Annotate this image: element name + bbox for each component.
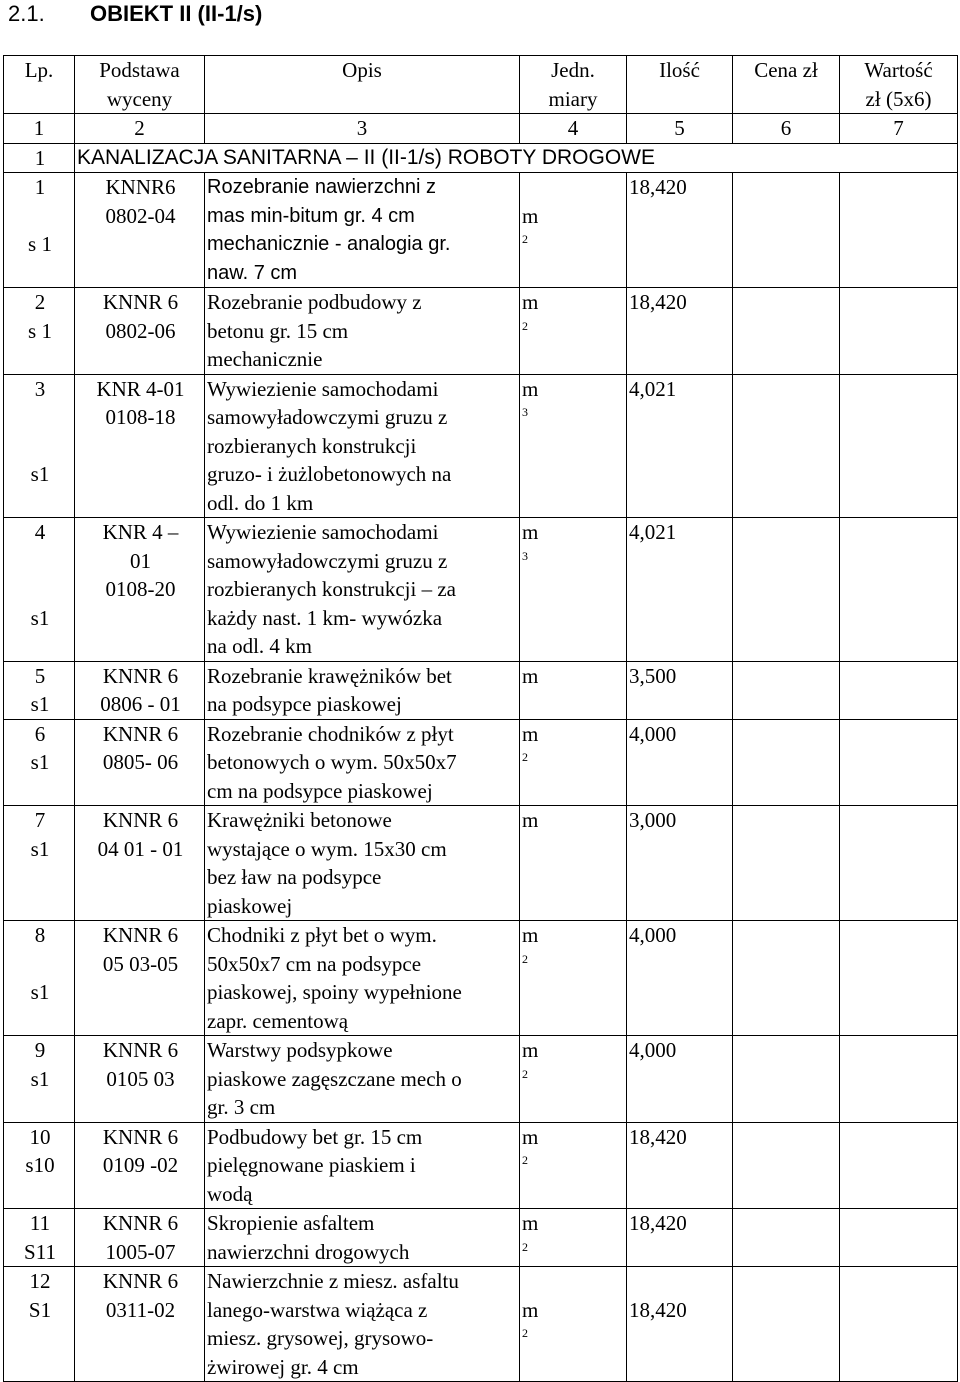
row-quantity [627,173,733,288]
row-lp-line: 3 [34,376,46,401]
row-quantity [627,1209,733,1267]
row-description-line: Podbudowy bet gr. 15 cm [207,1124,423,1149]
row-lp [4,288,75,375]
row-unit-value [522,806,626,835]
row-value [840,173,958,288]
row-value [840,1209,958,1267]
table-row [4,173,958,288]
header-unit-line2: miary [548,86,598,111]
row-quantity-value: 4,000 [629,923,677,947]
row-base-line: KNNR 6 [102,808,179,832]
row-base-line: 0802-04 [105,203,176,228]
row-description [205,661,520,719]
row-base-line: 1005-07 [105,1239,176,1264]
row-unit-symbol: m [522,923,539,947]
row-price [733,806,840,921]
row-quantity-value: 18,420 [629,1297,687,1322]
row-base [75,173,205,288]
row-unit-symbol: m [522,721,539,746]
row-lp-line [6,202,74,231]
row-unit-symbol: m [522,1038,539,1062]
row-base [75,719,205,806]
row-lp-line: s1 [30,750,50,774]
row-description-line: zapr. cementową [207,1008,349,1033]
row-lp-line: s 1 [28,232,52,256]
row-value [840,1122,958,1209]
row-description-line: samowyładowczymi gruzu z [207,405,448,429]
row-description [205,173,520,288]
heading-number: 2.1. [8,1,45,26]
row-unit-value [522,375,626,432]
row-unit [520,719,627,806]
row-value [840,374,958,518]
row-lp [4,921,75,1036]
row-lp-line: 12 [29,1269,51,1293]
row-base-line: KNNR 6 [102,721,179,746]
table-row [4,1209,958,1267]
row-lp [4,1122,75,1209]
row-description-line: samowyładowczymi gruzu z [207,548,448,573]
row-lp [4,806,75,921]
row-base-line: 0109 -02 [102,1153,179,1177]
col-number: 7 [840,114,958,144]
row-value [840,1036,958,1123]
row-base-line: KNNR 6 [102,1211,179,1235]
row-quantity [627,1036,733,1123]
row-description-line: Wywiezienie samochodami [207,520,439,544]
row-description-line: Skropienie asfaltem [207,1211,375,1235]
row-value [840,719,958,806]
row-description-line: piaskowe zagęszczane mech o [207,1066,462,1091]
row-unit-value [522,518,626,575]
row-base [75,806,205,921]
row-quantity [627,518,733,662]
row-description-line: Wywiezienie samochodami [207,376,439,401]
row-base-line: KNNR 6 [102,663,179,688]
table-row [4,921,958,1036]
row-base-line: KNR 4 – [102,520,179,544]
row-lp-line: 7 [34,808,46,832]
row-value [840,518,958,662]
row-description-line: Rozebranie nawierzchni z [207,176,437,198]
row-lp [4,173,75,288]
row-quantity-value: 4,000 [629,721,677,746]
row-unit [520,1209,627,1267]
row-price [733,921,840,1036]
header-qty: Ilość [627,56,733,114]
row-unit-value [522,1209,626,1266]
row-unit-exponent: 2 [522,750,528,764]
column-number-row [4,114,958,144]
section-row [4,143,958,173]
row-quantity [627,1122,733,1209]
row-unit-symbol: m [522,663,539,688]
row-quantity-value: 18,420 [629,175,687,199]
row-base-line: 0806 - 01 [100,692,181,716]
row-lp-line [6,950,74,979]
row-base-line: 0108-20 [105,577,176,601]
row-quantity-value: 18,420 [629,1124,687,1149]
row-description-line: mechanicznie [207,347,323,371]
row-base-line: KNNR 6 [102,290,179,314]
row-description-line: betonu gr. 15 cm [207,318,349,343]
row-unit [520,288,627,375]
row-unit-value [522,1123,626,1180]
row-description-line: miesz. grysowej, grysowo- [207,1326,434,1350]
header-value [840,56,958,114]
cost-estimate-table [3,55,958,1382]
row-description-line: wodą [207,1181,253,1206]
row-description-line: cm na podsypce piaskowej [207,778,433,803]
row-unit-symbol: m [522,1297,539,1322]
row-price [733,1122,840,1209]
heading-title: OBIEKT II (II-1/s) [90,1,263,26]
row-base [75,374,205,518]
row-unit [520,173,627,288]
row-value [840,921,958,1036]
row-base-line: KNNR 6 [102,1124,179,1149]
row-lp-line [6,432,74,461]
row-description-line: Rozebranie krawężników bet [207,663,452,688]
row-description-line: każdy nast. 1 km- wywózka [207,605,443,630]
row-unit [520,1122,627,1209]
row-lp-line: s1 [30,980,50,1004]
row-description [205,374,520,518]
row-description-line: mas min-bitum gr. 4 cm [207,204,415,227]
row-unit [520,806,627,921]
row-base-line: 04 01 - 01 [97,836,184,861]
row-base [75,661,205,719]
row-unit-symbol: m [522,290,539,314]
row-description [205,288,520,375]
row-base [75,1267,205,1382]
row-base-line: 0311-02 [105,1297,176,1322]
row-description-line: piaskowej [207,893,293,918]
row-unit-value [522,288,626,345]
row-price [733,518,840,662]
row-quantity [627,719,733,806]
row-unit-value [522,720,626,777]
row-lp-line: 2 [34,290,46,314]
row-description-line: mechanicznie - analogia gr. [207,233,451,255]
row-base [75,1122,205,1209]
row-description-line: Chodniki z płyt bet o wym. [207,923,437,947]
row-description-line: Nawierzchnie z miesz. asfaltu [207,1269,459,1293]
table-row [4,1267,958,1382]
row-base [75,1209,205,1267]
row-unit-exponent: 3 [522,548,528,563]
row-description-line: wystające o wym. 15x30 cm [207,836,447,861]
row-description-line: Warstwy podsypkowe [207,1038,393,1062]
row-lp-line: s10 [25,1153,55,1177]
row-unit-exponent: 3 [522,405,528,419]
row-lp [4,374,75,518]
header-unit [520,56,627,114]
row-lp-line: 4 [34,520,46,544]
row-base-line: 05 03-05 [102,951,179,976]
row-unit-exponent: 2 [522,232,528,246]
row-unit-value [522,662,626,691]
row-price [733,288,840,375]
row-unit-symbol: m [522,808,539,832]
row-lp-line: s1 [30,836,50,861]
row-description [205,806,520,921]
row-base-line: KNNR 6 [102,923,179,947]
row-value [840,288,958,375]
row-base-line: KNNR6 [105,175,176,199]
row-unit [520,518,627,662]
row-description-line: na odl. 4 km [207,634,312,658]
table-row [4,374,958,518]
row-price [733,719,840,806]
col-number: 5 [627,114,733,144]
col-number: 6 [733,114,840,144]
row-lp-line: 6 [34,721,46,746]
row-unit-exponent: 2 [522,1239,528,1254]
row-price [733,1036,840,1123]
row-unit [520,1036,627,1123]
row-quantity [627,1267,733,1382]
table-row [4,806,958,921]
row-description-line: rozbieranych konstrukcji – za [207,577,456,601]
row-base-line: 0105 03 [106,1066,175,1091]
row-base-line: 0802-06 [105,318,176,343]
row-base-line: KNNR 6 [102,1038,179,1062]
row-value [840,661,958,719]
row-lp-line: s1 [30,605,50,630]
row-quantity [627,288,733,375]
row-base [75,1036,205,1123]
row-unit-symbol: m [522,1211,539,1235]
row-lp-line: s1 [30,692,50,716]
header-row [4,56,958,114]
row-lp-line [6,547,74,576]
row-description-line: pielęgnowane piaskiem i [207,1153,416,1177]
row-price [733,1209,840,1267]
row-unit-symbol: m [522,520,539,544]
row-unit-symbol: m [522,376,539,401]
row-lp-line: s1 [30,462,50,486]
row-quantity [627,374,733,518]
row-quantity-value: 4,021 [629,520,677,544]
row-description [205,1122,520,1209]
section-title: KANALIZACJA SANITARNA – II (II-1/s) ROBOTY DROGOWE [75,143,958,173]
row-unit-symbol: m [522,1124,539,1149]
row-unit-value [522,921,626,978]
header-value-line1: Wartość [864,58,933,82]
row-lp-line: 1 [34,175,46,199]
row-unit-exponent: 2 [522,318,528,333]
header-base-line2: wyceny [106,86,173,111]
row-description-line: betonowych o wym. 50x50x7 [207,750,457,774]
row-value [840,806,958,921]
row-description-line: na podsypce piaskowej [207,692,402,716]
row-quantity-value: 4,000 [629,1038,677,1062]
row-lp-line: S11 [24,1239,56,1264]
row-unit-exponent: 2 [522,1326,528,1340]
row-lp [4,661,75,719]
row-lp-line: s1 [30,1066,50,1091]
row-description-line: gr. 3 cm [207,1095,276,1119]
row-description-line: Rozebranie podbudowy z [207,290,422,314]
row-unit-value [522,1296,626,1353]
row-description-line: lanego-warstwa wiążąca z [207,1297,428,1322]
row-lp-line: 5 [34,663,46,688]
row-quantity-value: 18,420 [629,290,687,314]
row-base-line: KNR 4-01 [96,376,185,401]
row-lp [4,1209,75,1267]
row-quantity [627,806,733,921]
row-description [205,719,520,806]
row-unit [520,921,627,1036]
table-row [4,288,958,375]
row-lp [4,1036,75,1123]
row-description-line: żwirowej gr. 4 cm [207,1354,359,1379]
row-lp [4,518,75,662]
table-row [4,1036,958,1123]
row-lp [4,1267,75,1382]
row-quantity-value: 3,000 [629,808,677,832]
table-row [4,661,958,719]
row-lp-line: 8 [34,923,46,947]
row-lp [4,719,75,806]
col-number: 3 [205,114,520,144]
row-quantity [627,921,733,1036]
row-description-line: gruzo- i żużlobetonowych na [207,462,452,486]
table-row [4,1122,958,1209]
row-quantity-value: 18,420 [629,1211,687,1235]
row-unit [520,374,627,518]
col-number: 1 [4,114,75,144]
row-base-line: 01 [130,548,151,573]
row-unit-value [522,202,626,259]
row-base-line: 0805- 06 [102,750,179,774]
row-description [205,518,520,662]
row-description [205,1036,520,1123]
header-desc: Opis [205,56,520,114]
row-lp-line: s 1 [28,318,52,343]
row-unit-symbol: m [522,203,539,228]
row-lp-line: 11 [29,1211,51,1235]
col-number: 4 [520,114,627,144]
row-description-line: Krawężniki betonowe [207,808,392,832]
col-number: 2 [75,114,205,144]
row-price [733,374,840,518]
row-description-line: bez ław na podsypce [207,865,382,889]
row-price [733,173,840,288]
header-value-line2: zł (5x6) [865,86,932,111]
row-lp-line: S1 [28,1297,52,1322]
row-lp-line: 10 [29,1124,51,1149]
row-price [733,1267,840,1382]
row-quantity-value: 4,021 [629,376,677,401]
header-price: Cena zł [733,56,840,114]
row-unit-value [522,1036,626,1093]
row-lp-line [6,403,74,432]
row-description-line: odl. do 1 km [207,490,314,515]
row-quantity [627,661,733,719]
row-description-line: Rozebranie chodników z płyt [207,721,454,746]
row-base [75,288,205,375]
row-unit-exponent: 2 [522,951,528,966]
header-base [75,56,205,114]
row-lp-line: 9 [34,1038,46,1062]
row-description-line: rozbieranych konstrukcji [207,433,417,458]
row-base-line: KNNR 6 [102,1269,179,1293]
header-base-line1: Podstawa [99,58,180,82]
row-description [205,921,520,1036]
row-base [75,518,205,662]
row-description-line: piaskowej, spoiny wypełnione [207,980,462,1004]
section-lp: 1 [4,143,75,173]
row-price [733,661,840,719]
row-description-line: nawierzchni drogowych [207,1239,410,1264]
row-unit-exponent: 2 [522,1153,528,1167]
row-description-line: naw. 7 cm [207,261,298,284]
header-lp: Lp. [4,56,75,114]
row-base [75,921,205,1036]
row-lp-line [6,575,74,604]
row-base-line: 0108-18 [105,405,176,429]
table-row [4,518,958,662]
row-unit-exponent: 2 [522,1066,528,1081]
row-description [205,1267,520,1382]
table-row [4,719,958,806]
header-unit-line1: Jedn. [551,58,595,82]
row-quantity-value: 3,500 [629,663,677,688]
row-unit [520,661,627,719]
row-description-line: 50x50x7 cm na podsypce [207,951,422,976]
row-unit [520,1267,627,1382]
row-value [840,1267,958,1382]
row-description [205,1209,520,1267]
